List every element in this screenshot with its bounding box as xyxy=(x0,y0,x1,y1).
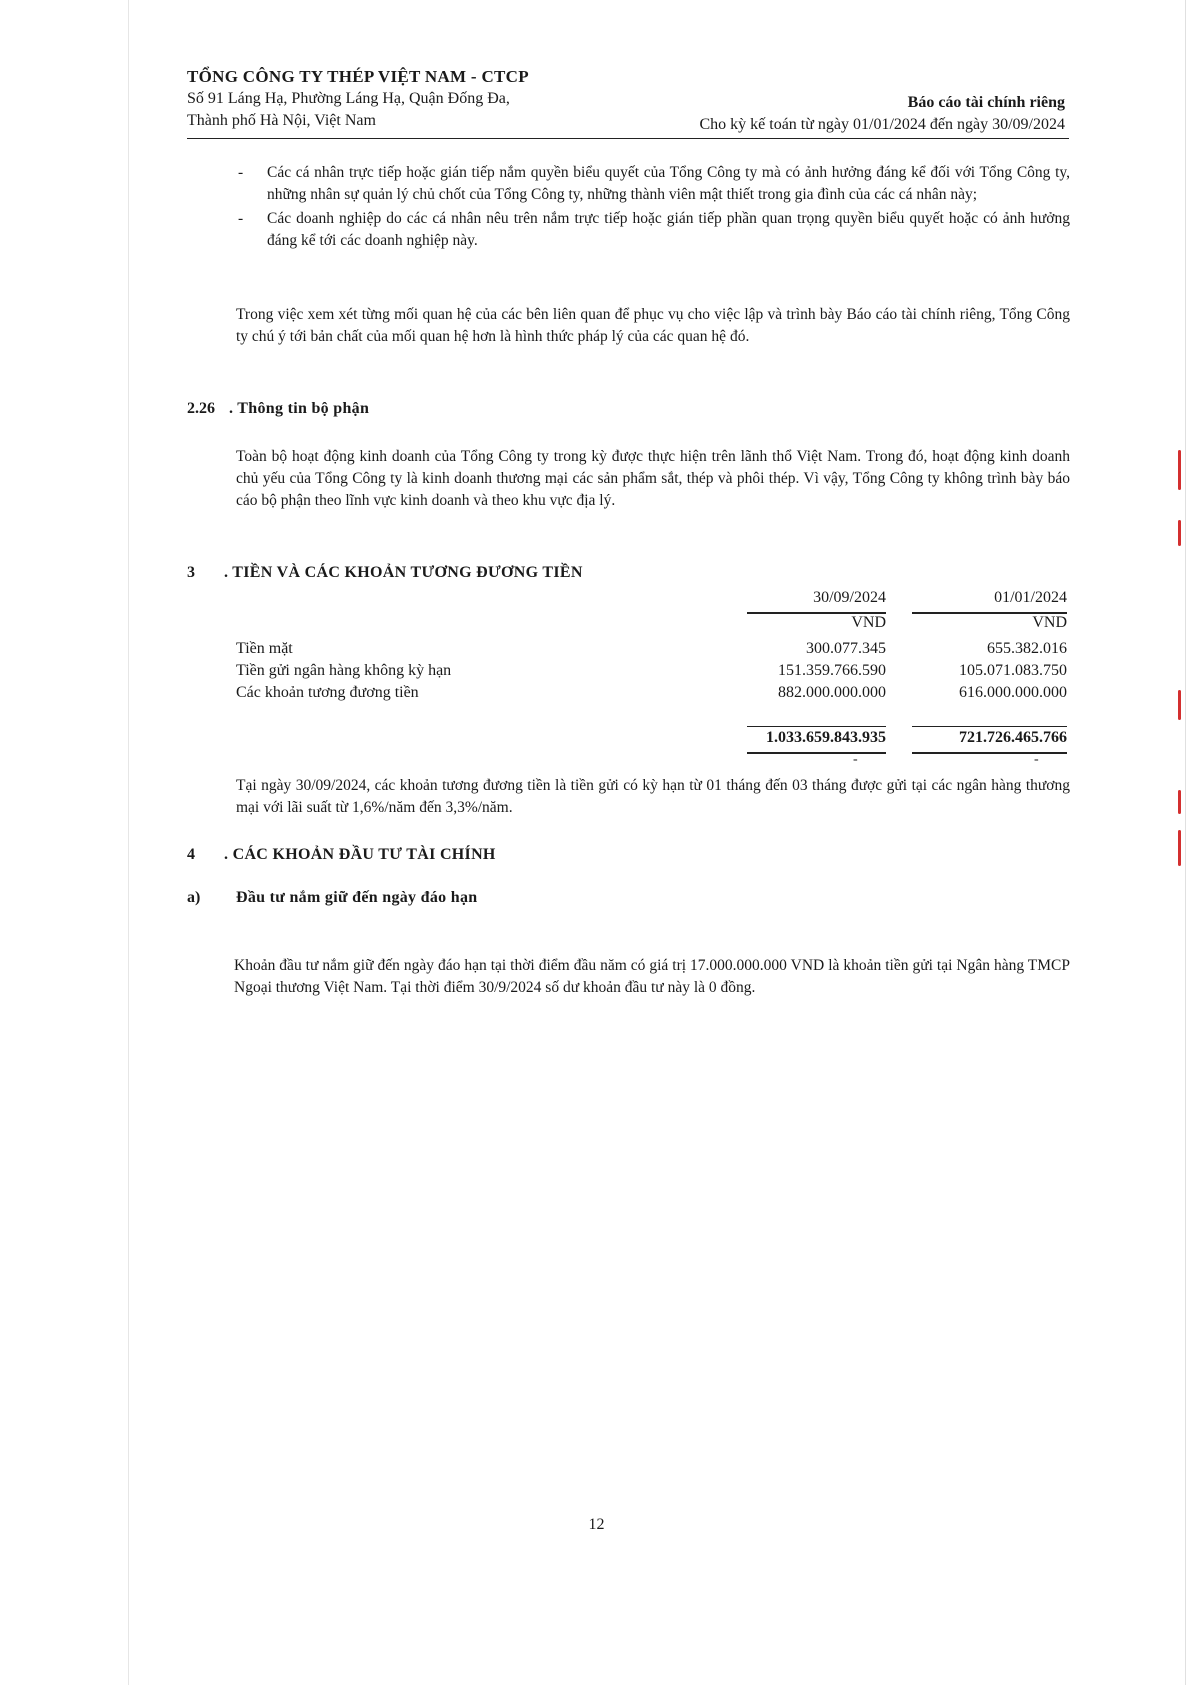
header-report-block xyxy=(699,92,1065,136)
list-item xyxy=(238,208,1070,252)
report-period: Cho kỳ kế toán từ ngày 01/01/2024 đến ngày 30/09/2024 xyxy=(699,116,1065,133)
total-mark-2: - xyxy=(1034,752,1039,767)
row-label-demand-deposits: Tiền gửi ngân hàng không kỳ hạn xyxy=(236,662,452,679)
page-number: 12 xyxy=(588,1516,605,1533)
bullet-text: Các doanh nghiệp do các cá nhân nêu trên nắm trực tiếp hoặc gián tiếp phần quan trọng quyền biểu quyết hoặc có ảnh hưởng đáng kể tới các doanh nghiệp này. xyxy=(267,210,1070,249)
row-label-cash: Tiền mặt xyxy=(236,640,293,657)
cell-demand-deposits-2024-09: 151.359.766.590 xyxy=(778,662,886,679)
column-date-1: 30/09/2024 xyxy=(813,589,886,606)
total-top-rule-1 xyxy=(747,726,886,727)
section-3-note: Tại ngày 30/09/2024, các khoản tương đương tiền là tiền gửi có kỳ hạn từ 01 tháng đến 03 tháng được gửi tại các ngân hàng thương mại với lãi suất từ 1,6%/năm đến 3,3%/năm. xyxy=(236,777,1070,816)
address-line-2: Thành phố Hà Nội, Việt Nam xyxy=(187,112,376,129)
section-4a-body: Khoản đầu tư nắm giữ đến ngày đáo hạn tại thời điểm đầu năm có giá trị 17.000.000.000 VND là khoản tiền gửi tại Ngân hàng TMCP Ngoại thương Việt Nam. Tại thời điểm 30/9/2024 số dư khoản đầu tư này là 0 đồng. xyxy=(234,957,1070,996)
stamp-marks xyxy=(1178,390,1192,890)
cell-cash-2024-01: 655.382.016 xyxy=(987,640,1067,657)
cell-cash-equivalents-2024-09: 882.000.000.000 xyxy=(778,684,886,701)
total-bottom-rule-2 xyxy=(912,752,1067,754)
header-company-block xyxy=(187,66,529,132)
bullet-text: Các cá nhân trực tiếp hoặc gián tiếp nắm quyền biểu quyết của Tổng Công ty mà có ảnh hưởng đáng kể đối với Tổng Công ty, những nhân sự quản lý chủ chốt của Tổng Công ty, những thành viên mật thiết trong gia đình của các cá nhân này; xyxy=(267,164,1070,203)
total-2024-01: 721.726.465.766 xyxy=(959,729,1067,746)
cell-cash-2024-09: 300.077.345 xyxy=(806,640,886,657)
cell-demand-deposits-2024-01: 105.071.083.750 xyxy=(959,662,1067,679)
related-parties-list xyxy=(238,162,1070,254)
company-name: TỔNG CÔNG TY THÉP VIỆT NAM - CTCP xyxy=(187,67,529,86)
section-4-number: 4 xyxy=(187,846,195,863)
total-2024-09: 1.033.659.843.935 xyxy=(766,729,886,746)
header-divider xyxy=(187,138,1069,139)
cell-cash-equivalents-2024-01: 616.000.000.000 xyxy=(959,684,1067,701)
section-2-26-number: 2.26 xyxy=(187,400,215,417)
bullet-marker: - xyxy=(238,210,244,227)
report-title: Báo cáo tài chính riêng xyxy=(907,94,1065,111)
address-line-1: Số 91 Láng Hạ, Phường Láng Hạ, Quận Đống Đa, xyxy=(187,90,510,107)
section-4a-number: a) xyxy=(187,889,201,906)
section-4a-title: Đầu tư nắm giữ đến ngày đáo hạn xyxy=(236,889,478,906)
related-parties-note: Trong việc xem xét từng mối quan hệ của các bên liên quan để phục vụ cho việc lập và trình bày Báo cáo tài chính riêng, Tổng Công ty chú ý tới bản chất của mối quan hệ hơn là hình thức pháp lý của các quan hệ đó. xyxy=(236,306,1070,345)
column-unit-2: VND xyxy=(1032,614,1067,631)
section-2-26-body: Toàn bộ hoạt động kinh doanh của Tổng Công ty trong kỳ được thực hiện trên lãnh thổ Việt Nam. Trong đó, hoạt động kinh doanh chủ yếu của Tổng Công ty là kinh doanh thương mại các sản phẩm sắt, thép và phôi thép. Vì vậy, Tổng Công ty không trình bày báo cáo bộ phận theo lĩnh vực kinh doanh và theo khu vực địa lý. xyxy=(236,448,1070,509)
section-3-title: . TIỀN VÀ CÁC KHOẢN TƯƠNG ĐƯƠNG TIỀN xyxy=(224,564,583,581)
scan-edge-left xyxy=(128,0,129,1685)
section-2-26-title: . Thông tin bộ phận xyxy=(229,400,370,417)
list-item xyxy=(238,162,1070,206)
column-date-2: 01/01/2024 xyxy=(994,589,1067,606)
bullet-marker: - xyxy=(238,164,244,181)
total-bottom-rule-1 xyxy=(747,752,886,754)
section-3-number: 3 xyxy=(187,564,195,581)
row-label-cash-equivalents: Các khoản tương đương tiền xyxy=(236,684,419,701)
section-4-title: . CÁC KHOẢN ĐẦU TƯ TÀI CHÍNH xyxy=(224,846,496,863)
total-top-rule-2 xyxy=(912,726,1067,727)
column-unit-1: VND xyxy=(851,614,886,631)
total-mark-1: - xyxy=(853,752,858,767)
